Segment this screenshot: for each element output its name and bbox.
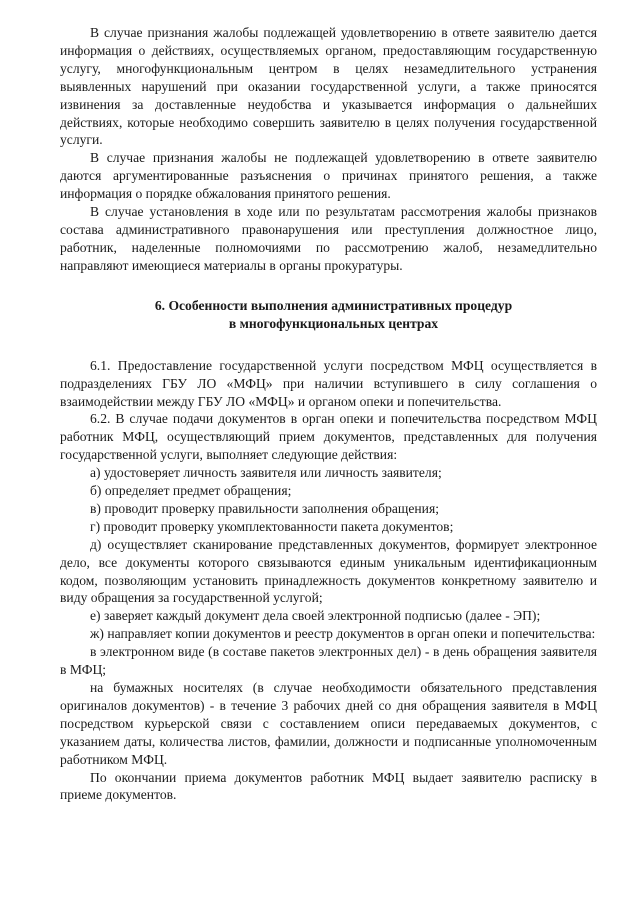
section-heading-line-2: в многофункциональных центрах (228, 315, 439, 331)
paragraph-complaint-satisfied: В случае признания жалобы подлежащей удовлетворению в ответе заявителю дается информация о действиях, осуществляемых органом, предоставляющим государственную услугу, многофункциональным центром в целях незамедлительного устранения выявленных нарушений при оказании государственной услуги, а также приносятся извинения за доставленные неудобства и указывается информация о дальнейших действиях, которые необходимо совершить заявителю в целях получения государственной услуги. (60, 25, 597, 148)
list-item-zh: ж) направляет копии документов и реестр документов в орган опеки и попечительства: (90, 626, 596, 642)
section-heading-line-1: 6. Особенности выполнения административных процедур (154, 297, 513, 313)
paragraph-electronic-form: в электронном виде (в составе пакетов электронных дел) - в день обращения заявителя в МФЦ; (60, 644, 597, 678)
paragraph-complaint-rejected: В случае признания жалобы не подлежащей удовлетворению в ответе заявителю даются аргументированные разъяснения о причинах принятого решения, а также информация о порядке обжалования принятого решения. (60, 150, 597, 202)
list-item-g: г) проводит проверку укомплектованности пакета документов; (90, 518, 454, 534)
list-item-e: е) заверяет каждый документ дела своей электронной подписью (далее - ЭП); (90, 608, 541, 624)
paragraph-6-1: 6.1. Предоставление государственной услуги посредством МФЦ осуществляется в подразделениях ГБУ ЛО «МФЦ» при наличии вступившего в силу соглашения о взаимодействии между ГБУ ЛО «МФЦ» и органом опеки и попечительства. (60, 357, 597, 409)
paragraph-receipt: По окончании приема документов работник МФЦ выдает заявителю расписку в приеме документов. (60, 769, 597, 803)
list-item-b: б) определяет предмет обращения; (90, 483, 292, 499)
list-item-v: в) проводит проверку правильности заполнения обращения; (90, 500, 439, 516)
document-body (60, 24, 597, 804)
section-heading (60, 297, 597, 333)
paragraph-prosecution-referral: В случае установления в ходе или по результатам рассмотрения жалобы признаков состава административного правонарушения или преступления должностное лицо, работник, наделенные полномочиями по рассмотрению жалоб, незамедлительно направляют имеющиеся материалы в органы прокуратуры. (60, 204, 597, 273)
paragraph-6-2: 6.2. В случае подачи документов в орган опеки и попечительства посредством МФЦ работник МФЦ, осуществляющий прием документов, представленных для получения государственной услуги, выполняет следующие действия: (60, 411, 597, 463)
paragraph-paper-form: на бумажных носителях (в случае необходимости обязательного представления оригиналов документов) - в течение 3 рабочих дней со дня обращения заявителя в МФЦ посредством курьерской связи с составлением описи передаваемых документов, с указанием даты, количества листов, фамилии, должности и подписанные уполномоченным работником МФЦ. (60, 680, 597, 767)
list-item-d: д) осуществляет сканирование представленных документов, формирует электронное дело, все документы которого связываются единым уникальным идентификационным кодом, позволяющим установить принадлежность документов конкретному заявителю и виду обращения за государственной услугой; (60, 536, 597, 606)
list-item-a: а) удостоверяет личность заявителя или личность заявителя; (90, 465, 442, 481)
